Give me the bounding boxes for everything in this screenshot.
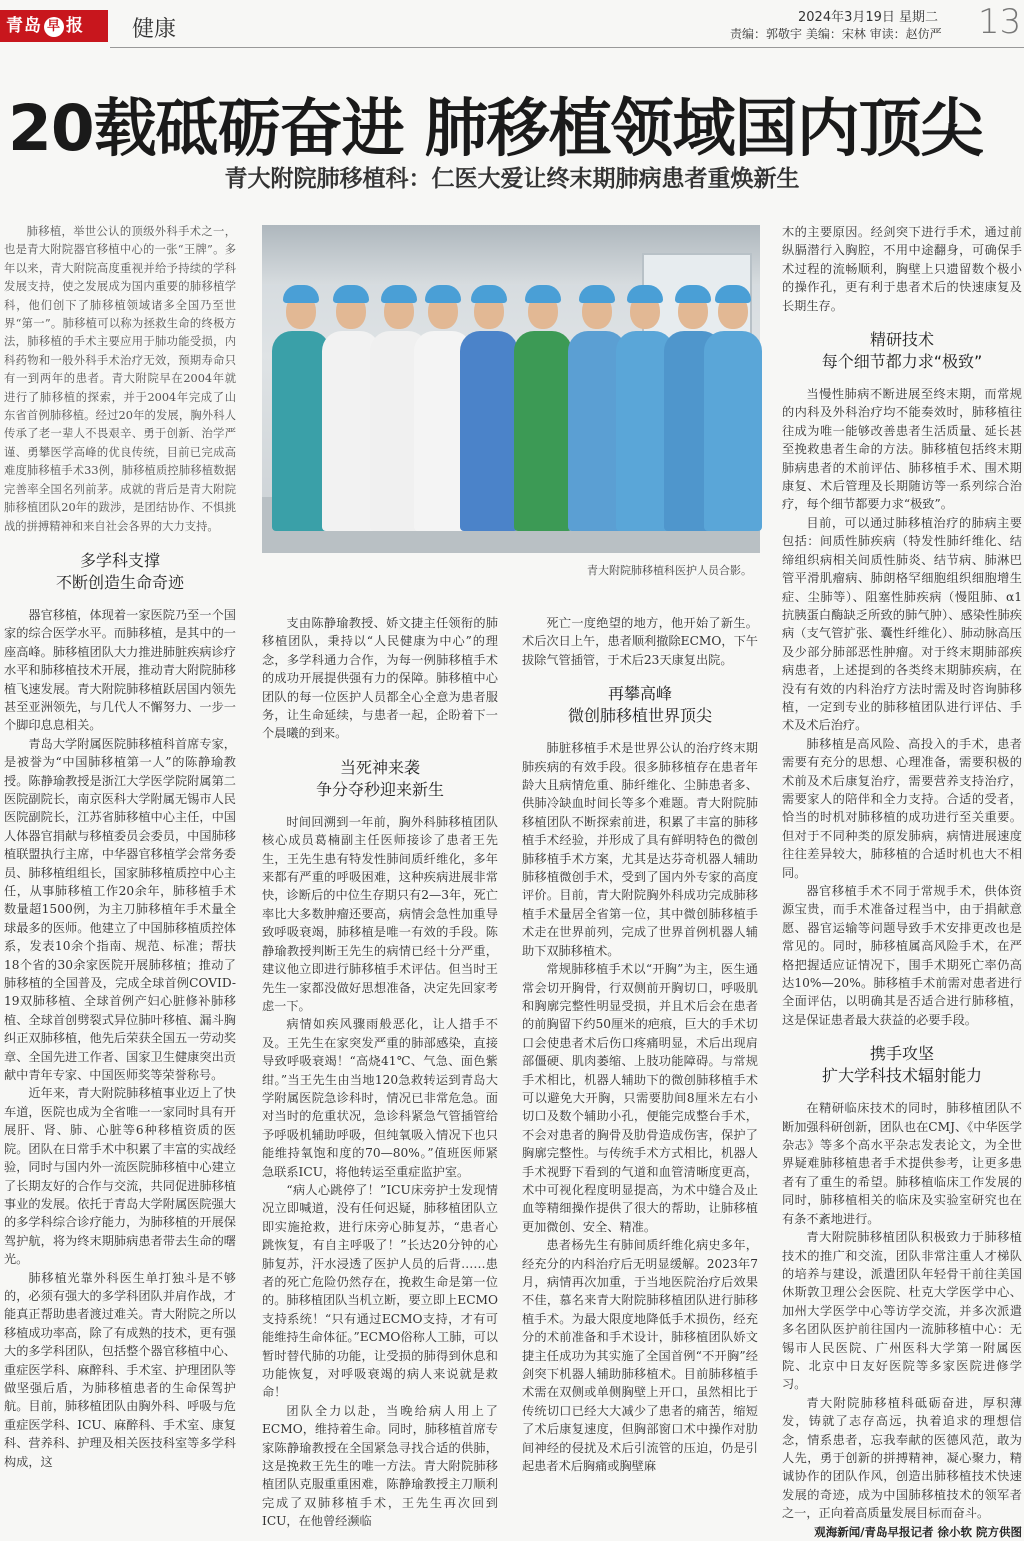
paragraph: 肺移植是高风险、高投入的手术，患者需要有充分的思想、心理准备，需要积极的术前及术后康复治疗，需要营养支持治疗，需要家人的陪伴和全力支持。合适的受者，恰当的时机对肺移植的成功进行至关重要。但对于不同种类的原发肺病，病情进展速度往往差异较大，肺移植的合适时机也大不相同。: [782, 736, 1022, 880]
team-photo[interactable]: [262, 225, 760, 553]
column-1: [4, 223, 236, 1528]
headline: 20载砥砺奋进 肺移植领域国内顶尖: [8, 92, 983, 165]
column-3: [522, 614, 758, 1528]
paragraph: 肺移植光靠外科医生单打独斗是不够的，必须有强大的多学科团队并肩作战，才能真正帮助患者渡过难关。青大附院之所以移植成功率高，除了有成熟的技术，更有强大的多学科团队，包括整个器官移植中心、重症医学科、麻醉科、手术室、护理团队等做坚强后盾，为肺移植患者的生命保驾护航。目前，肺移植团队由胸外科、呼吸与危重症医学科、ICU、麻醉科、手术室、康复科、营养科、护理及相关医技科室等多学科构成，这: [4, 1270, 236, 1469]
paragraph: 器官移植，体现着一家医院乃至一个国家的综合医学水平。而肺移植，是其中的一座高峰。肺移植团队大力推进肺脏疾病诊疗水平和肺移植技术开展，推动青大附院肺移植飞速发展。青大附院肺移植跃居国内领先甚至亚洲领先，与几代人不懈努力、一步一个脚印息息相关。: [4, 607, 236, 733]
paragraph: 近年来，青大附院肺移植事业迈上了快车道，医院也成为全省唯一一家同时具有开展肝、肾、肺、心脏等6种移植资质的医院。团队在日常手术中积累了丰富的实战经验，同时与国内外一流医院肺移植中心建立了长期友好的合作与交流，共同促进肺移植事业的发展。依托于青岛大学附属医院强大的多学科综合诊疗能力，为肺移植的开展保驾护航，将为终末期肺病患者带去生命的曙光。: [4, 1086, 236, 1267]
section-heading-minimally-invasive: 再攀高峰 微创肺移植世界顶尖: [567, 684, 712, 726]
intro-paragraph: 肺移植，举世公认的顶级外科手术之一，也是青大附院器官移植中心的一张“王牌”。多年以来，青大附院高度重视并给予持续的学科发展支持，使之发展成为国内重要的肺移植学科，他们创下了肺移植领域诸多全国乃至世界“第一”。肺移植可以称为拯救生命的终极方法，肺移植的手术主要应用于肺功能受损，内科药物和一般外科手术治疗无效，预期寿命只有一到两年的患者。青大附院早在2004年就进行了肺移植的探索，并于2004年完成了山东省首例肺移植。经过20年的发展，胸外科人传承了老一辈人不畏艰辛、勇于创新、治学严谨、勇攀医学高峰的优良传统，目前已完成高难度肺移植手术33例，肺移植质控肺移植数据完善率全国名列前茅。成就的背后是青大附院肺移植团队20年的跋涉，是团结协作、不惧挑战的拼搏精神和来自社会各界的大力支持。: [4, 225, 236, 533]
paragraph: 青大附院肺移植团队积极致力于肺移植技术的推广和交流，团队非常注重人才梯队的培养与建设，派遣团队年轻骨干前往美国休斯敦卫理公会医院、杜克大学医学中心、加州大学医学中心等访学交流，并多次派遣多名团队医护前往国内一流肺移植中心：无锡市人民医院、广州医科大学第一附属医院、北京中日友好医院等多家医院进修学习。: [782, 1230, 1022, 1392]
subheadline: 青大附院肺移植科：仁医大爱让终末期肺病患者重焕新生: [224, 166, 800, 192]
paragraph: 目前，可以通过肺移植治疗的肺病主要包括：间质性肺疾病（特发性肺纤维化、结缔组织病相关间质性肺炎、结节病、肺淋巴管平滑肌瘤病、肺朗格罕细胞组织细胞增生症、尘肺等）、阻塞性肺疾病（慢阻肺、α1抗胰蛋白酶缺乏所致的肺气肿）、感染性肺疾病（支气管扩张、囊性纤维化）、肺动脉高压及少部分肺部恶性肿瘤。对于终末期肺部疾病患者，上述提到的各类终末期肺疾病，在没有有效的内科治疗方法时需及时咨询肺移植，一定到专业的肺移植团队进行评估、手术及术后治疗。: [782, 515, 1022, 733]
page-number: 13: [978, 2, 1022, 42]
person-figure: [460, 293, 518, 531]
issue-date: 2024年3月19日 星期二: [798, 10, 939, 25]
section-heading-precision: 精研技术 每个细节都力求“极致”: [821, 330, 983, 372]
section-heading-multidisciplinary: 多学科支撑 不断创造生命奇迹: [55, 550, 184, 592]
newspaper-logo[interactable]: 青岛 早 报: [0, 10, 108, 42]
paragraph: 支由陈静瑜教授、娇文捷主任领衔的肺移植团队，秉持以“人民健康为中心”的理念，多学科通力合作，为每一例肺移植手术的成功开展提供强有力的保障。肺移植中心团队的每一位医护人员都全心全意为患者服务，让生命延续，与患者一起，企盼着下一个晨曦的到来。: [262, 616, 498, 741]
section-heading-emergency: 当死神来袭 争分夺秒迎来新生: [315, 757, 444, 799]
paragraph: “病人心跳停了！”ICU床旁护士发现情况立即喊道，没有任何迟疑，肺移植团队立即实施抢救，进行床旁心肺复苏，“患者心跳恢复，有自主呼吸了！”长达20分钟的心肺复苏，汗水浸透了医护人员的后背……患者的死亡危险仍然存在，挽救生命是第一位的。肺移植团队当机立断，要立即上ECMO支持系统！“只有通过ECMO支持，才有可能维持生命体征。”ECMO俗称人工肺，可以暂时替代肺的功能，让受损的肺得到休息和功能恢复，对呼吸衰竭的病人来说就是救命！: [262, 1182, 498, 1400]
paragraph: 青岛大学附属医院肺移植科首席专家，是被誉为“中国肺移植第一人”的陈静瑜教授。陈静瑜教授是浙江大学医学院附属第二医院副院长，南京医科大学附属无锡市人民医院副院长，江苏省肺移植中心主任，中国人体器官捐献与移植委员会委员，中国肺移植联盟执行主席，中华器官移植学会常务委员、肺移植组组长，国家肺移植质控中心主任，从事肺移植工作20余年，肺移植手术数量超1500例，为主刀肺移植年手术量全球最多的医师。他建立了中国肺移植质控体系，发表10余个指南、规范、标准；帮扶18个省的30余家医院开展肺移植；推动了肺移植的全国普及，完成全球首例COVID-19双肺移植、全球首例产妇心脏修补肺移植、全球首创劈裂式异位肺叶移植、漏斗胸纠正双肺移植，他先后荣获全国五一劳动奖章、全国先进工作者、国家卫生健康突出贡献中青年专家、中国医师奖等荣誉称号。: [4, 736, 236, 1083]
person-figure: [704, 293, 762, 531]
paragraph: 在精研临床技术的同时，肺移植团队不断加强科研创新，团队也在CMJ、《中华医学杂志》等多个高水平杂志发表论文，为全世界疑难肺移植患者手术提供参考，让更多患者有了重生的希望。肺移植临床工作发展的同时，肺移植相关的临床及实验室研究也在有条不紊地进行。: [782, 1101, 1022, 1226]
paragraph: 团队全力以赴，当晚给病人用上了ECMO，维持着生命。同时，肺移植首席专家陈静瑜教授在全国紧急寻找合适的供肺，这是挽救王先生的唯一方法。青大附院肺移植团队克服重重困难，陈静瑜教授主刀顺利完成了双肺移植手术，王先生再次回到ICU，在他曾经濒临: [262, 1403, 498, 1529]
header-divider: [205, 47, 1024, 48]
editor-credits: 责编：郭敬宇 美编：宋林 审读：赵仿严: [730, 27, 942, 41]
masthead: [0, 0, 1024, 50]
paragraph: 木的主要原因。经剑突下进行手术，通过前纵膈潜行入胸腔，不用中途翻身，可确保手术过程的流畅顺利，胸壁上只遗留数个极小的操作孔，更有利于患者术后的快速康复及长期生存。: [782, 225, 1022, 313]
section-title: 健康: [132, 17, 177, 42]
person-figure: [514, 293, 572, 531]
paragraph: 病情如疾风骤雨般恶化，让人措手不及。王先生在家突发严重的肺部感染，直接导致呼吸衰竭！“高烧41℃、气急、面色紫绀。”当王先生由当地120急救转运到青岛大学附属医院急诊科时，情况已非常危急。面对当时的危重状况，急诊科紧急气管插管给予呼吸机辅助呼吸，但纯氧吸入情况下也只能维持氧饱和度的70—80%。”值班医师紧急联系ICU，将他转运至重症监护室。: [262, 1017, 498, 1179]
paragraph: 死亡一度绝望的地方，他开始了新生。术后次日上午，患者顺利撤除ECMO，下午拔除气管插管，于术后23天康复出院。: [522, 616, 758, 667]
section-heading-collaboration: 携手攻坚 扩大学科技术辐射能力: [821, 1044, 982, 1086]
paragraph: 患者杨先生有肺间质纤维化病史多年，经充分的内科治疗后无明显缓解。2023年7月，病情再次加重，于当地医院治疗后效果不佳，慕名来青大附院肺移植团队进行肺移植手术。为最大限度地降低手术损伤，经充分的术前准备和手术设计，肺移植团队娇文捷主任成功为其实施了全国首例“不开胸”经剑突下机器人辅助肺移植术。目前肺移植手术需在双侧或单侧胸壁上开口，虽然相比于传统切口已经大大减少了患者的痛苦，缩短了术后康复速度，但胸部窗口术中操作对肋间神经的侵扰及术后引流管的压迫，仍是引起患者术后胸痛或胸壁麻: [522, 1238, 758, 1474]
paragraph: 器官移植手术不同于常规手术，供体资源宝贵，而手术准备过程当中，由于捐献意愿、器官运输等问题导致手术安排更改也是常见的。同时，肺移植属高风险手术，在严格把握适应证情况下，围手术期死亡率仍高达10%—20%。肺移植手术前需对患者进行全面评估，以明确其是否适合进行肺移植，这是保证患者最大获益的必要手段。: [782, 884, 1022, 1027]
article-byline: 观海新闻/青岛早报记者 徐小软 院方供图: [814, 1524, 1022, 1539]
logo-ring-icon: 早: [44, 17, 64, 37]
paragraph: 青大附院肺移植科砥砺奋进，厚积薄发，铸就了志存高远，执着追求的理想信念，情系患者，忘我奉献的医德风范，敢为人先，勇于创新的拼搏精神，凝心聚力，精诚协作的团队作风，创造出肺移植技术快速发展的奇迹，成为中国肺移植技术的领军者之一，正向着高质量发展目标而奋斗。: [782, 1395, 1022, 1521]
paragraph: 当慢性肺病不断进展至终末期，而常规的内科及外科治疗均不能奏效时，肺移植往往成为唯一能够改善患者生活质量、延长甚至挽救患者生命的方法。肺移植包括终末期肺病患者的术前评估、肺移植手术、围术期康复、术后管理及长期随访等一系列综合治疗，每个细节都要力求“极致”。: [782, 387, 1022, 512]
paragraph: 肺脏移植手术是世界公认的治疗终末期肺疾病的有效手段。很多肺移植存在患者年龄大且病情危重、肺纤维化、尘肺患者多、供肺冷缺血时间长等多个难题。青大附院肺移植团队不断探索前进，积累了丰富的肺移植手术经验，并形成了具有鲜明特色的微创肺移植手术方案，尤其是达芬奇机器人辅助肺移植微创手术，受到了国内外专家的高度评价。目前，青大附院胸外科成功完成肺移植手术量居全省第一位，其中微创肺移植手术走在世界前列，完成了世界首例机器人辅助下双肺移植术。: [522, 741, 758, 958]
paragraph: 常规肺移植手术以“开胸”为主，医生通常会切开胸骨，行双侧前开胸切口，呼吸肌和胸廓完整性明显受损，并且术后会在患者的前胸留下约50厘米的疤痕，巨大的手术切口会使患者术后伤口疼痛明显，术后出现肩部僵硬、肌肉萎缩、上肢功能障碍。与常规手术相比，机器人辅助下的微创肺移植手术可以避免大开胸，只需要肋间8厘米左右小切口及数个辅助小孔，便能完成整台手术，不会对患者的胸骨及肋骨造成伤害，保护了胸廓完整性。与传统手术方式相比，机器人手术视野下看到的气道和血管清晰度更高，术中可视化程度明显提高，为术中缝合及止血等精细操作提供了很大的帮助，让肺移植更加微创、安全、精准。: [522, 962, 758, 1234]
paragraph: 时间回溯到一年前，胸外科肺移植团队核心成员葛楠副主任医师接诊了患者王先生，王先生患有特发性肺间质纤维化，多年来都有严重的呼吸困难，这种疾病进展非常快，诊断后的中位生存期只有2—3年，死亡率比大多数肿瘤还要高，病情会急性加重导致呼吸衰竭，肺移植是唯一有效的手段。陈静瑜教授判断王先生的病情已经十分严重，建议他立即进行肺移植手术评估。但当时王先生一家都没做好思想准备，决定先回家考虑一下。: [262, 814, 498, 1013]
column-4: [782, 223, 1022, 1539]
photo-caption: 青大附院肺移植科医护人员合影。: [587, 564, 752, 577]
column-2: [262, 614, 498, 1528]
